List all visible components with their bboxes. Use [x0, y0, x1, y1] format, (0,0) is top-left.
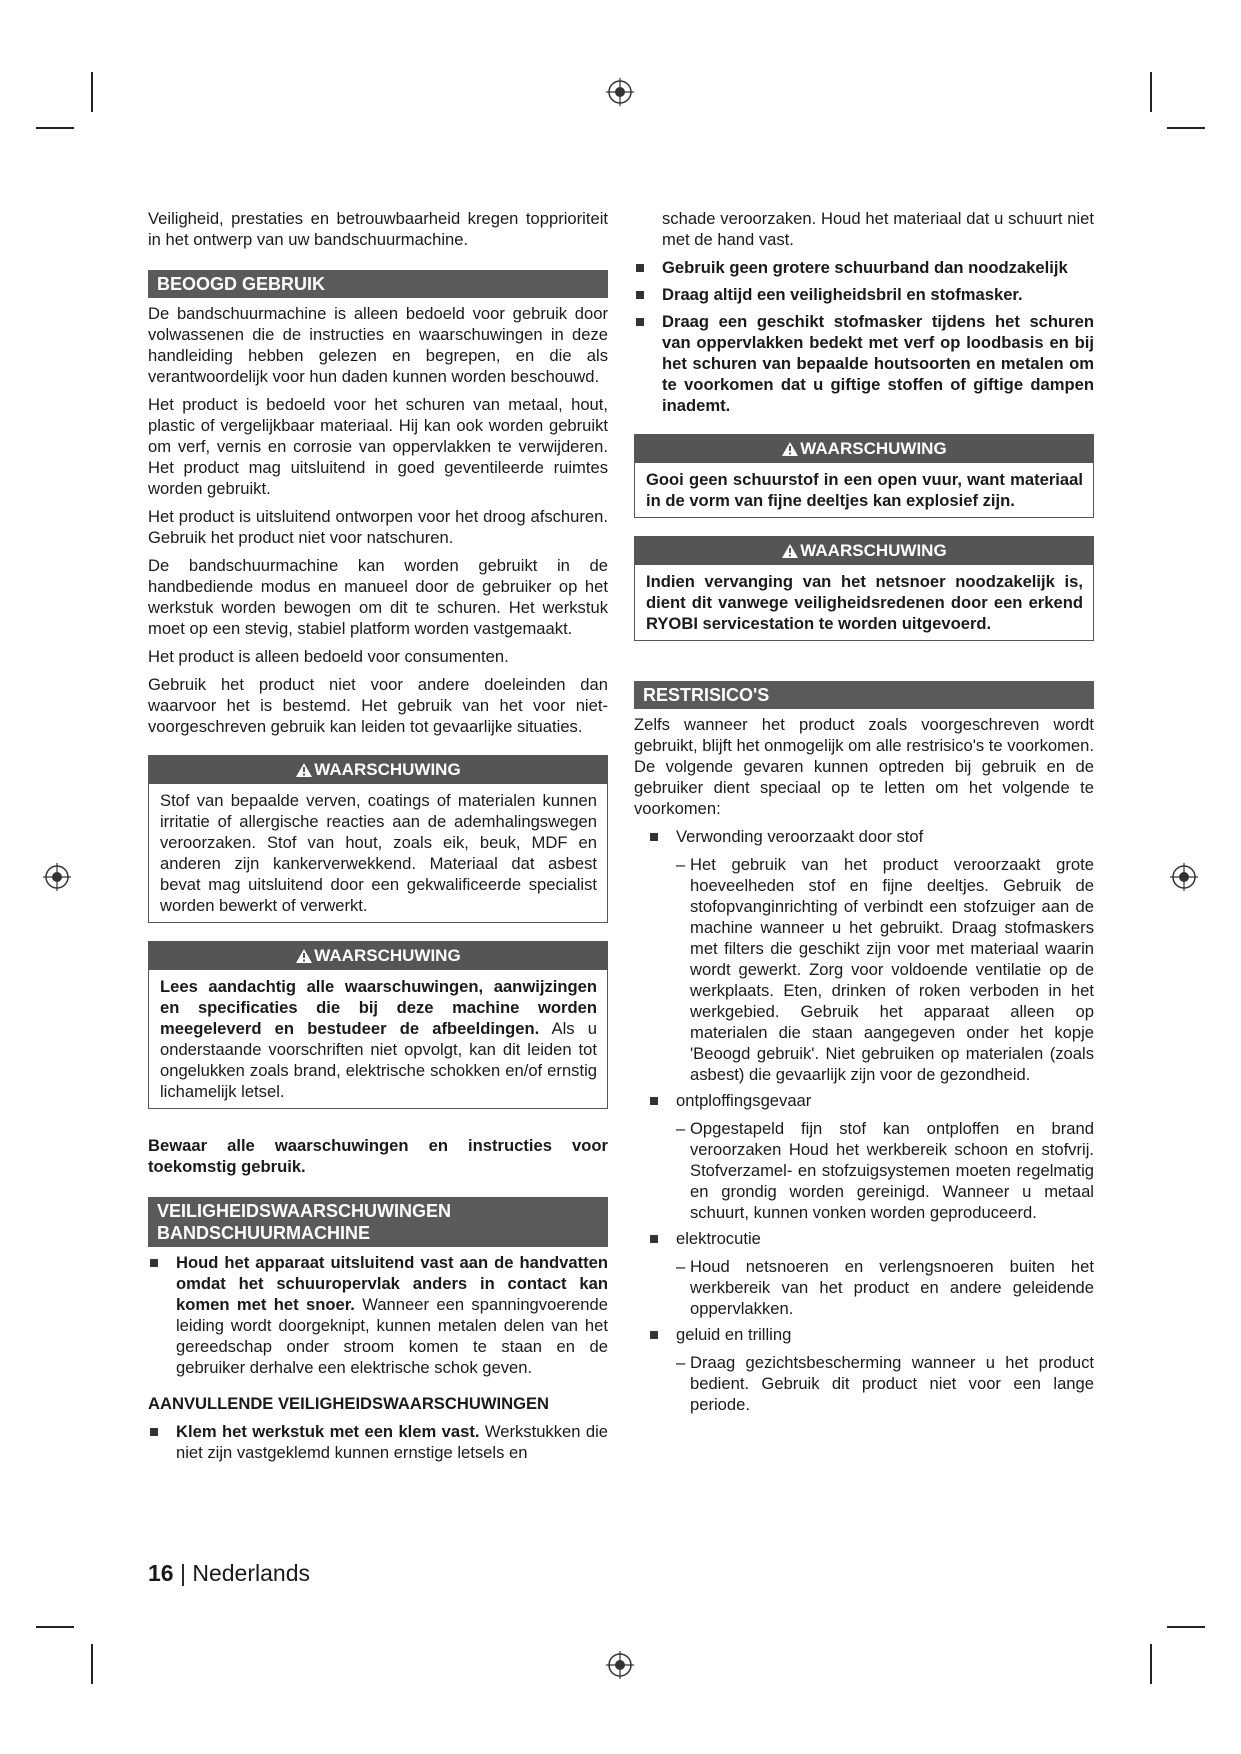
list-item [634, 284, 1094, 305]
list-item [648, 1228, 1094, 1249]
dash-icon: – [676, 1119, 686, 1138]
page-number: 16 [148, 1560, 174, 1586]
list-item [634, 311, 1094, 416]
warning-text-bold: Lees aandachtig alle waarschuwingen, aanwijzingen en specificaties die bij deze machine worden meegeleverd en bestudeer de afbeeldingen. [160, 977, 597, 1038]
warning-box-read [148, 941, 608, 1109]
warning-title: WAARSCHUWING [800, 439, 947, 458]
crop-mark-br-h [1167, 1626, 1205, 1628]
veiligheid-list [148, 1252, 608, 1378]
sub-item [676, 1118, 1094, 1223]
veiligheid-heading-line-1: VEILIGHEIDSWAARSCHUWINGEN [157, 1201, 452, 1221]
bullet-square-icon [636, 291, 644, 299]
restrisicos-paragraph: Zelfs wanneer het product zoals voorgeschreven wordt gebruikt, blijft het onmogelijk om alle restrisico's te voorkomen. De volgende gevaren kunnen optreden bij gebruik en de gebruiker dient speciaal op te letten om het volgende te voorkomen: [634, 715, 1094, 818]
bullet-square-icon [150, 1428, 158, 1436]
warning-box-dust [148, 755, 608, 923]
aanvullende-heading: AANVULLENDE VEILIGHEIDSWAARSCHUWINGEN [148, 1394, 550, 1413]
right-column [634, 208, 1094, 1420]
crop-mark-tr-h [1167, 127, 1205, 129]
crop-mark-tl-h [36, 127, 74, 129]
bullet-square-icon [650, 1331, 658, 1339]
risk-sub-3 [634, 1256, 1094, 1319]
bullet-square-icon [650, 833, 658, 841]
continued-paragraph: schade veroorzaken. Houd het materiaal dat u schuurt niet met de hand vast. [662, 209, 1094, 249]
dash-icon: – [676, 1353, 686, 1372]
list-item [648, 826, 1094, 847]
warning-box-fire [634, 434, 1094, 518]
registration-mark-right-icon [1169, 862, 1199, 892]
bullet-square-icon [150, 1259, 158, 1267]
warning-text: Indien vervanging van het netsnoer noodzakelijk is, dient dit vanwege veiligheidsredenen door een erkend RYOBI servicestation te worden uitgevoerd. [646, 572, 1083, 633]
beoogd-paragraph-2: Het product is bedoeld voor het schuren van metaal, hout, plastic of vergelijkbaar materiaal. Hij kan ook worden gebruikt om verf, vernis en corrosie van oppervlakken te verwijderen. Het product mag uitsluitend in goed geventileerde ruimtes worden gebruikt. [148, 395, 608, 498]
left-column [148, 208, 608, 1470]
list-item [648, 1324, 1094, 1345]
list-item-text: ontploffingsgevaar [676, 1091, 812, 1110]
warning-title: WAARSCHUWING [314, 946, 461, 965]
list-item-text: Draag altijd een veiligheidsbril en stofmasker. [662, 285, 1023, 304]
warning-triangle-icon [295, 762, 313, 778]
sub-item [676, 1256, 1094, 1319]
warning-text: Gooi geen schuurstof in een open vuur, want materiaal in de vorm van fijne deeltjes kan explosief zijn. [646, 470, 1083, 510]
crop-mark-tr-v [1150, 72, 1152, 112]
registration-mark-top-icon [605, 77, 635, 107]
list-item-text: Wanneer een spanningvoerende leiding wordt doorgeknipt, kunnen metalen delen van het gereedschap onder stroom komen te staan en de gebruiker derhalve een elektrische schok geven. [176, 1295, 608, 1377]
list-item-text: geluid en trilling [676, 1325, 792, 1344]
page-footer [148, 1560, 310, 1587]
dash-icon: – [676, 855, 686, 874]
aanvullende-list [148, 1421, 608, 1463]
beoogd-paragraph-6: Gebruik het product niet voor andere doeleinden dan waarvoor het is bestemd. Het gebruik van het voor niet-voorgeschreven gebruik kan leiden tot gevaarlijke situaties. [148, 675, 608, 736]
warning-triangle-icon [781, 441, 799, 457]
crop-mark-br-v [1150, 1644, 1152, 1684]
risk-sub-4 [634, 1352, 1094, 1415]
risk-list [634, 1228, 1094, 1249]
warning-title: WAARSCHUWING [800, 541, 947, 560]
warning-box-cord [634, 536, 1094, 641]
sub-item [676, 1352, 1094, 1415]
warning-header [635, 435, 1093, 463]
bullet-square-icon [636, 318, 644, 326]
beoogd-gebruik-heading: BEOOGD GEBRUIK [148, 270, 608, 298]
warning-text [149, 970, 607, 1108]
dash-icon: – [676, 1257, 686, 1276]
risk-list [634, 1324, 1094, 1345]
warning-text-normal: Als u onderstaande voorschriften niet opvolgt, kan dit leiden tot ongelukken zoals brand, elektrische schokken en/of ernstig lichamelijk letsel. [160, 1019, 597, 1101]
list-item [148, 1421, 608, 1463]
beoogd-paragraph-5: Het product is alleen bedoeld voor consumenten. [148, 647, 509, 666]
list-item [634, 257, 1094, 278]
sub-item-text: Draag gezichtsbescherming wanneer u het product bedient. Gebruik dit product niet voor een lange periode. [690, 1353, 1094, 1414]
footer-language: Nederlands [192, 1560, 310, 1586]
warning-triangle-icon [781, 543, 799, 559]
crop-mark-bl-v [91, 1644, 93, 1684]
list-item-text: Gebruik geen grotere schuurband dan noodzakelijk [662, 258, 1068, 277]
risk-list [634, 826, 1094, 847]
list-item-bold: Houd het apparaat uitsluitend vast aan de handvatten omdat het schuuropervlak anders in contact kan komen met het snoer. [176, 1253, 608, 1314]
list-item-bold: Klem het werkstuk met een klem vast. [176, 1422, 480, 1441]
veiligheid-heading-line-2: BANDSCHUURMACHINE [157, 1223, 370, 1243]
registration-mark-bottom-icon [605, 1650, 635, 1680]
list-item [148, 1252, 608, 1378]
sub-item-text: Het gebruik van het product veroorzaakt grote hoeveelheden stof en fijne deeltjes. Gebruik de stofopvanginrichting of verbindt een stofzuiger aan de machine wanneer u het gebruikt. Draag stofmaskers met filters die geschikt zijn voor met materiaal waarin wordt gewerkt. Zorg voor voldoende ventilatie op de werkplaats. Eten, drinken of roken verboden in het werkgebied. Gebruik het apparaat alleen op materialen die staan aangegeven onder het kopje 'Beoogd gebruik'. Niet gebruiken op materialen (zoals asbest) die gevaarlijk zijn voor de gezondheid. [690, 855, 1094, 1084]
warning-header [149, 942, 607, 970]
crop-mark-bl-h [36, 1626, 74, 1628]
footer-separator: | [179, 1560, 186, 1586]
warning-triangle-icon [295, 948, 313, 964]
list-item-text: elektrocutie [676, 1229, 761, 1248]
risk-sub-2 [634, 1118, 1094, 1223]
bullet-square-icon [636, 264, 644, 272]
crop-mark-tl-v [91, 72, 93, 112]
intro-paragraph: Veiligheid, prestaties en betrouwbaarheid kregen topprioriteit in het ontwerp van uw bandschuurmachine. [148, 209, 608, 249]
warning-header [149, 756, 607, 784]
list-item [648, 1090, 1094, 1111]
bullet-square-icon [650, 1235, 658, 1243]
list-item-text: Draag een geschikt stofmasker tijdens het schuren van oppervlakken bedekt met verf op loodbasis en bij het schuren van bepaalde houtsoorten en metalen om te voorkomen dat u giftige stoffen of giftige dampen inademt. [662, 312, 1094, 415]
restrisicos-heading: RESTRISICO'S [634, 681, 1094, 709]
sub-item-text: Opgestapeld fijn stof kan ontploffen en brand veroorzaken Houd het werkbereik schoon en stofvrij. Stofverzamel- en stofzuigsystemen moeten regelmatig en grondig worden gereinigd. Wanneer u metaal schuurt, kunnen vonken worden geproduceerd. [690, 1119, 1094, 1222]
warning-header [635, 537, 1093, 565]
sub-item-text: Houd netsnoeren en verlengsnoeren buiten het werkbereik van het product en andere geleidende oppervlakken. [690, 1257, 1094, 1318]
warning-title: WAARSCHUWING [314, 760, 461, 779]
sub-item [676, 854, 1094, 1085]
beoogd-paragraph-3: Het product is uitsluitend ontworpen voor het droog afschuren. Gebruik het product niet voor natschuren. [148, 507, 608, 547]
list-item-text: Verwonding veroorzaakt door stof [676, 827, 924, 846]
bullet-square-icon [650, 1097, 658, 1105]
risk-sub-1 [634, 854, 1094, 1085]
veiligheid-heading [148, 1197, 608, 1247]
additional-safety-list [634, 257, 1094, 416]
warning-text: Stof van bepaalde verven, coatings of materialen kunnen irritatie of allergische reacties aan de ademhalingswegen veroorzaken. Stof van hout, zoals eik, beuk, MDF en anderen zijn kankerverwekkend. Materiaal dat asbest bevat mag uitsluitend door een gekwalificeerde specialist worden bewerkt of verwerkt. [160, 791, 597, 915]
list-item-text: Werkstukken die niet zijn vastgeklemd kunnen ernstige letsels en [176, 1422, 608, 1462]
risk-list [634, 1090, 1094, 1111]
registration-mark-left-icon [42, 862, 72, 892]
beoogd-paragraph-1: De bandschuurmachine is alleen bedoeld voor gebruik door volwassenen die de instructies en waarschuwingen in deze handleiding hebben gelezen en begrepen, en die als verantwoordelijk voor hun daden kunnen worden beschouwd. [148, 304, 608, 386]
beoogd-paragraph-4: De bandschuurmachine kan worden gebruikt in de handbediende modus en manueel door de gebruiker op het werkstuk worden bewogen om dit te schuren. Het werkstuk moet op een stevig, stabiel platform worden vastgemaakt. [148, 556, 608, 638]
bewaar-instructions: Bewaar alle waarschuwingen en instructies voor toekomstig gebruik. [148, 1136, 608, 1176]
